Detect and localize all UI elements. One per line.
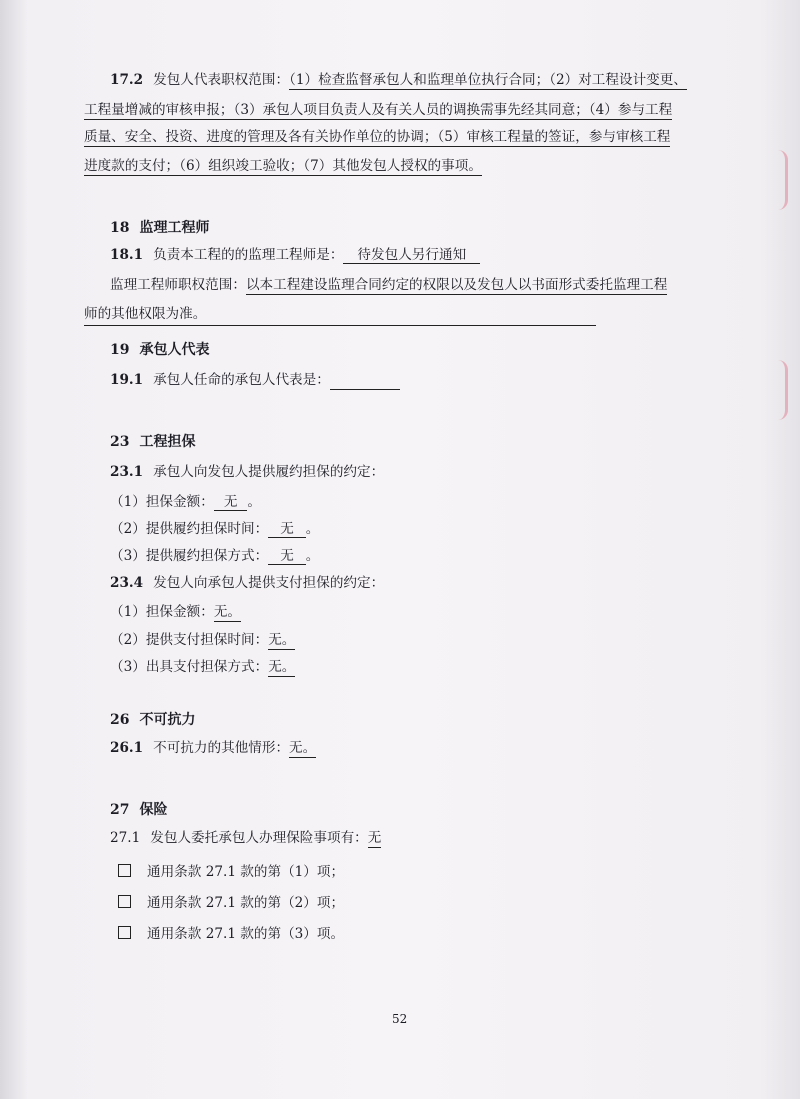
scope-text: 以本工程建设监理合同约定的权限以及发包人以书面形式委托监理工程 [245, 277, 668, 293]
clause-number: 27.1 [110, 830, 141, 846]
clause-label: 不可抗力的其他情形： [153, 740, 290, 756]
clause-value: 无 [367, 830, 382, 846]
clause-text: 进度款的支付；（6）组织竣工验收；（7）其他发包人授权的事项。 [84, 158, 482, 174]
item-label: （1）担保金额： [110, 604, 214, 620]
checkbox[interactable] [118, 926, 131, 939]
clause-17-2-line-4 [84, 156, 482, 176]
section-number: 26 [110, 712, 130, 728]
section-19-heading [110, 340, 209, 360]
clause-26-1 [110, 738, 316, 758]
item-label: （2）提供支付担保时间： [110, 632, 269, 648]
item-label: （3）出具支付担保方式： [110, 659, 269, 675]
clause-23-4 [110, 573, 384, 593]
section-title: 工程担保 [139, 434, 196, 450]
supervisor-value: 待发包人另行通知 [343, 247, 480, 264]
clause-value: 无。 [289, 740, 317, 756]
clause-text: （1）检查监督承包人和监理单位执行合同；（2）对工程设计变更、 [289, 72, 687, 88]
clause-19-1 [110, 370, 400, 390]
clause-number: 19.1 [110, 372, 144, 388]
clause-23-1 [110, 462, 384, 482]
insurance-option [118, 862, 344, 882]
section-title: 保险 [139, 802, 168, 818]
item-value: 无。 [268, 659, 296, 675]
clause-label: 发包人代表职权范围： [153, 72, 290, 88]
item-value: 无。 [268, 632, 296, 648]
clause-label: 承包人向发包人提供履约担保的约定： [153, 464, 385, 480]
clause-17-2-line-2 [84, 100, 672, 120]
section-title: 不可抗力 [139, 712, 196, 728]
clause-label: 发包人委托承包人办理保险事项有： [150, 830, 368, 846]
checkbox[interactable] [118, 864, 131, 877]
insurance-option [118, 893, 344, 913]
item-end: 。 [305, 521, 320, 537]
item-label: （1）担保金额： [110, 494, 214, 510]
clause-27-1 [110, 828, 381, 848]
section-number: 27 [110, 802, 130, 818]
clause-18-1-scope-line-2 [84, 304, 596, 326]
item-value: 无 [214, 494, 248, 511]
option-label: 通用条款 27.1 款的第（3）项。 [147, 926, 345, 942]
item-end: 。 [247, 494, 261, 510]
guarantee-item [110, 492, 261, 512]
guarantee-item [110, 519, 319, 539]
scope-text: 师的其他权限为准。 [84, 304, 596, 326]
page-number: 52 [392, 1012, 408, 1026]
item-value: 无。 [213, 604, 241, 620]
clause-number: 23.4 [110, 575, 144, 591]
clause-text: 工程量增减的审核申报；（3）承包人项目负责人及有关人员的调换需事先经其同意；（4）参与工程 [84, 102, 673, 118]
item-value: 无 [268, 548, 306, 565]
clause-17-2-line-3 [84, 127, 670, 147]
section-title: 承包人代表 [139, 342, 210, 358]
clause-number: 18.1 [110, 247, 144, 263]
red-seal-mark [767, 150, 788, 210]
option-label: 通用条款 27.1 款的第（2）项； [147, 895, 345, 911]
clause-number: 26.1 [110, 740, 144, 756]
guarantee-item [110, 657, 295, 677]
item-label: （2）提供履约担保时间： [110, 521, 269, 537]
item-value: 无 [268, 521, 306, 538]
section-18-heading [110, 218, 209, 238]
clause-number: 17.2 [110, 72, 144, 88]
section-number: 23 [110, 434, 130, 450]
section-27-heading [110, 800, 167, 820]
clause-18-1 [110, 245, 480, 265]
guarantee-item [110, 602, 241, 622]
item-end: 。 [305, 548, 320, 564]
clause-label: 发包人向承包人提供支付担保的约定： [153, 575, 385, 591]
clause-text: 质量、安全、投资、进度的管理及各有关协作单位的协调；（5）审核工程量的签证，参与审核工程 [84, 129, 671, 145]
checkbox[interactable] [118, 895, 131, 908]
section-number: 18 [110, 220, 130, 236]
insurance-option [118, 924, 344, 944]
section-title: 监理工程师 [139, 220, 210, 236]
clause-number: 23.1 [110, 464, 144, 480]
clause-17-2-line-1 [110, 70, 687, 90]
guarantee-item [110, 630, 295, 650]
guarantee-item [110, 546, 319, 566]
section-number: 19 [110, 342, 130, 358]
section-26-heading [110, 710, 195, 730]
red-seal-mark [767, 360, 788, 420]
item-label: （3）提供履约担保方式： [110, 548, 269, 564]
blank-fill-line [330, 373, 400, 390]
section-23-heading [110, 432, 195, 452]
clause-label: 负责本工程的的监理工程师是： [153, 247, 344, 263]
scope-label: 监理工程师职权范围： [110, 277, 246, 293]
clause-18-1-scope-line-1 [110, 275, 667, 295]
clause-label: 承包人任命的承包人代表是： [153, 372, 330, 388]
option-label: 通用条款 27.1 款的第（1）项； [147, 864, 345, 880]
